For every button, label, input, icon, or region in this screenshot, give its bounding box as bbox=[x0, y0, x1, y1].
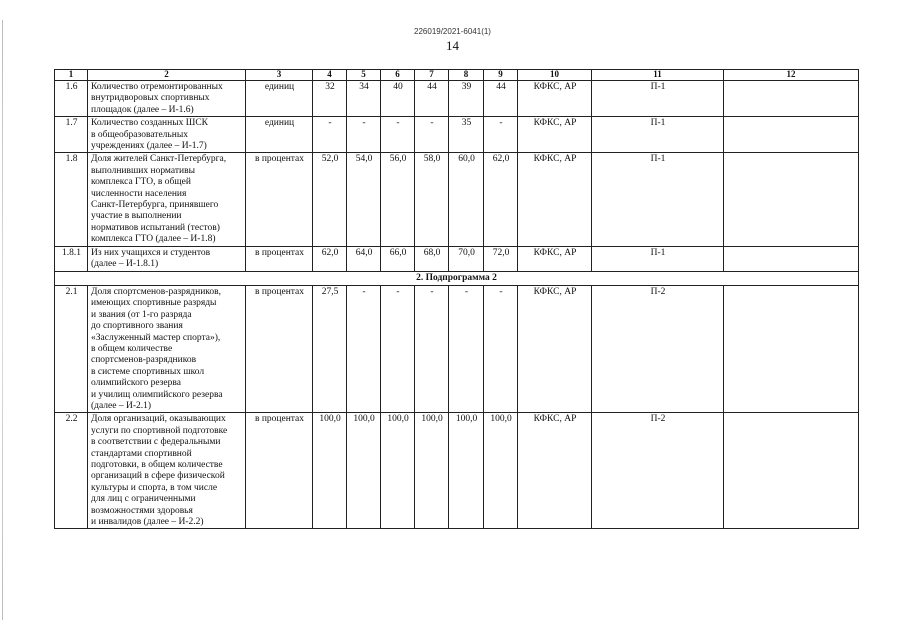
table-row bbox=[55, 117, 859, 153]
value-year-2: 54,0 bbox=[347, 153, 381, 246]
column-header: 4 bbox=[313, 70, 347, 81]
value-year-6: 72,0 bbox=[484, 246, 518, 271]
value-year-6: - bbox=[484, 285, 518, 412]
column-header: 3 bbox=[246, 70, 313, 81]
value-year-4: 100,0 bbox=[415, 413, 449, 529]
responsible: КФКС, АР bbox=[518, 153, 592, 246]
value-year-2: - bbox=[347, 285, 381, 412]
subprogram: П-1 bbox=[592, 81, 724, 117]
value-year-3: 40 bbox=[381, 81, 415, 117]
note bbox=[724, 153, 859, 246]
value-year-6: 44 bbox=[484, 81, 518, 117]
value-year-5: - bbox=[449, 285, 484, 412]
subprogram: П-2 bbox=[592, 285, 724, 412]
unit: единиц bbox=[246, 117, 313, 153]
value-year-4: 44 bbox=[415, 81, 449, 117]
scan-edge bbox=[2, 20, 3, 620]
value-year-1: 27,5 bbox=[313, 285, 347, 412]
value-year-1: 32 bbox=[313, 81, 347, 117]
responsible: КФКС, АР bbox=[518, 246, 592, 271]
table-row bbox=[55, 413, 859, 529]
indicator-name: Количество созданных ШСК в общеобразовательных учреждениях (далее – И-1.7) bbox=[88, 117, 246, 153]
note bbox=[724, 117, 859, 153]
column-header: 6 bbox=[381, 70, 415, 81]
table-row bbox=[55, 285, 859, 412]
value-year-1: 100,0 bbox=[313, 413, 347, 529]
value-year-1: 62,0 bbox=[313, 246, 347, 271]
document-id: 226019/2021-6041(1) bbox=[414, 27, 491, 36]
value-year-3: 66,0 bbox=[381, 246, 415, 271]
value-year-5: 70,0 bbox=[449, 246, 484, 271]
value-year-5: 60,0 bbox=[449, 153, 484, 246]
value-year-5: 39 bbox=[449, 81, 484, 117]
note bbox=[724, 246, 859, 271]
column-header: 10 bbox=[518, 70, 592, 81]
responsible: КФКС, АР bbox=[518, 117, 592, 153]
value-year-4: - bbox=[415, 117, 449, 153]
value-year-6: 62,0 bbox=[484, 153, 518, 246]
unit: в процентах bbox=[246, 246, 313, 271]
unit: в процентах bbox=[246, 285, 313, 412]
subprogram: П-1 bbox=[592, 117, 724, 153]
responsible: КФКС, АР bbox=[518, 413, 592, 529]
subprogram: П-1 bbox=[592, 246, 724, 271]
value-year-2: 64,0 bbox=[347, 246, 381, 271]
section-row bbox=[55, 271, 859, 285]
table-row bbox=[55, 81, 859, 117]
indicator-number: 1.8.1 bbox=[55, 246, 88, 271]
value-year-5: 35 bbox=[449, 117, 484, 153]
section-title: 2. Подпрограмма 2 bbox=[55, 271, 859, 285]
column-header: 8 bbox=[449, 70, 484, 81]
value-year-6: - bbox=[484, 117, 518, 153]
column-header: 7 bbox=[415, 70, 449, 81]
subprogram: П-2 bbox=[592, 413, 724, 529]
value-year-4: 58,0 bbox=[415, 153, 449, 246]
column-header: 2 bbox=[88, 70, 246, 81]
unit: в процентах bbox=[246, 413, 313, 529]
column-header: 5 bbox=[347, 70, 381, 81]
indicator-number: 1.6 bbox=[55, 81, 88, 117]
value-year-1: 52,0 bbox=[313, 153, 347, 246]
indicator-name: Количество отремонтированных внутридворовых спортивных площадок (далее – И-1.6) bbox=[88, 81, 246, 117]
column-number-row bbox=[55, 70, 859, 81]
column-header: 11 bbox=[592, 70, 724, 81]
indicator-number: 1.8 bbox=[55, 153, 88, 246]
note bbox=[724, 81, 859, 117]
page-number: 14 bbox=[446, 38, 459, 53]
subprogram: П-1 bbox=[592, 153, 724, 246]
indicator-number: 2.1 bbox=[55, 285, 88, 412]
value-year-3: 56,0 bbox=[381, 153, 415, 246]
indicators-table bbox=[54, 69, 859, 529]
value-year-2: 34 bbox=[347, 81, 381, 117]
value-year-1: - bbox=[313, 117, 347, 153]
column-header: 1 bbox=[55, 70, 88, 81]
column-header: 9 bbox=[484, 70, 518, 81]
column-header: 12 bbox=[724, 70, 859, 81]
value-year-2: 100,0 bbox=[347, 413, 381, 529]
indicator-name: Из них учащихся и студентов (далее – И-1.8.1) bbox=[88, 246, 246, 271]
value-year-5: 100,0 bbox=[449, 413, 484, 529]
value-year-2: - bbox=[347, 117, 381, 153]
value-year-3: 100,0 bbox=[381, 413, 415, 529]
value-year-3: - bbox=[381, 117, 415, 153]
table-row bbox=[55, 246, 859, 271]
unit: в процентах bbox=[246, 153, 313, 246]
indicator-number: 1.7 bbox=[55, 117, 88, 153]
note bbox=[724, 285, 859, 412]
indicator-name: Доля спортсменов-разрядников, имеющих спортивные разряды и звания (от 1-го разряда до спортивного звания «Заслуженный мастер спорта»), в общем количестве спортсменов-разрядников в системе спортивных школ олимпийского резерва и училищ олимпийского резерва (далее – И-2.1) bbox=[88, 285, 246, 412]
value-year-3: - bbox=[381, 285, 415, 412]
table-row bbox=[55, 153, 859, 246]
responsible: КФКС, АР bbox=[518, 285, 592, 412]
value-year-6: 100,0 bbox=[484, 413, 518, 529]
value-year-4: - bbox=[415, 285, 449, 412]
indicator-name: Доля организаций, оказывающих услуги по спортивной подготовке в соответствии с федеральными стандартами спортивной подготовки, в общем количестве организаций в сфере физической культуры и спорта, в том числе для лиц с ограниченными возможностями здоровья и инвалидов (далее – И-2.2) bbox=[88, 413, 246, 529]
unit: единиц bbox=[246, 81, 313, 117]
responsible: КФКС, АР bbox=[518, 81, 592, 117]
note bbox=[724, 413, 859, 529]
indicator-name: Доля жителей Санкт-Петербурга, выполнивших нормативы комплекса ГТО, в общей численности населения Санкт-Петербурга, принявшего участие в выполнении нормативов испытаний (тестов) комплекса ГТО (далее – И-1.8) bbox=[88, 153, 246, 246]
indicator-number: 2.2 bbox=[55, 413, 88, 529]
value-year-4: 68,0 bbox=[415, 246, 449, 271]
